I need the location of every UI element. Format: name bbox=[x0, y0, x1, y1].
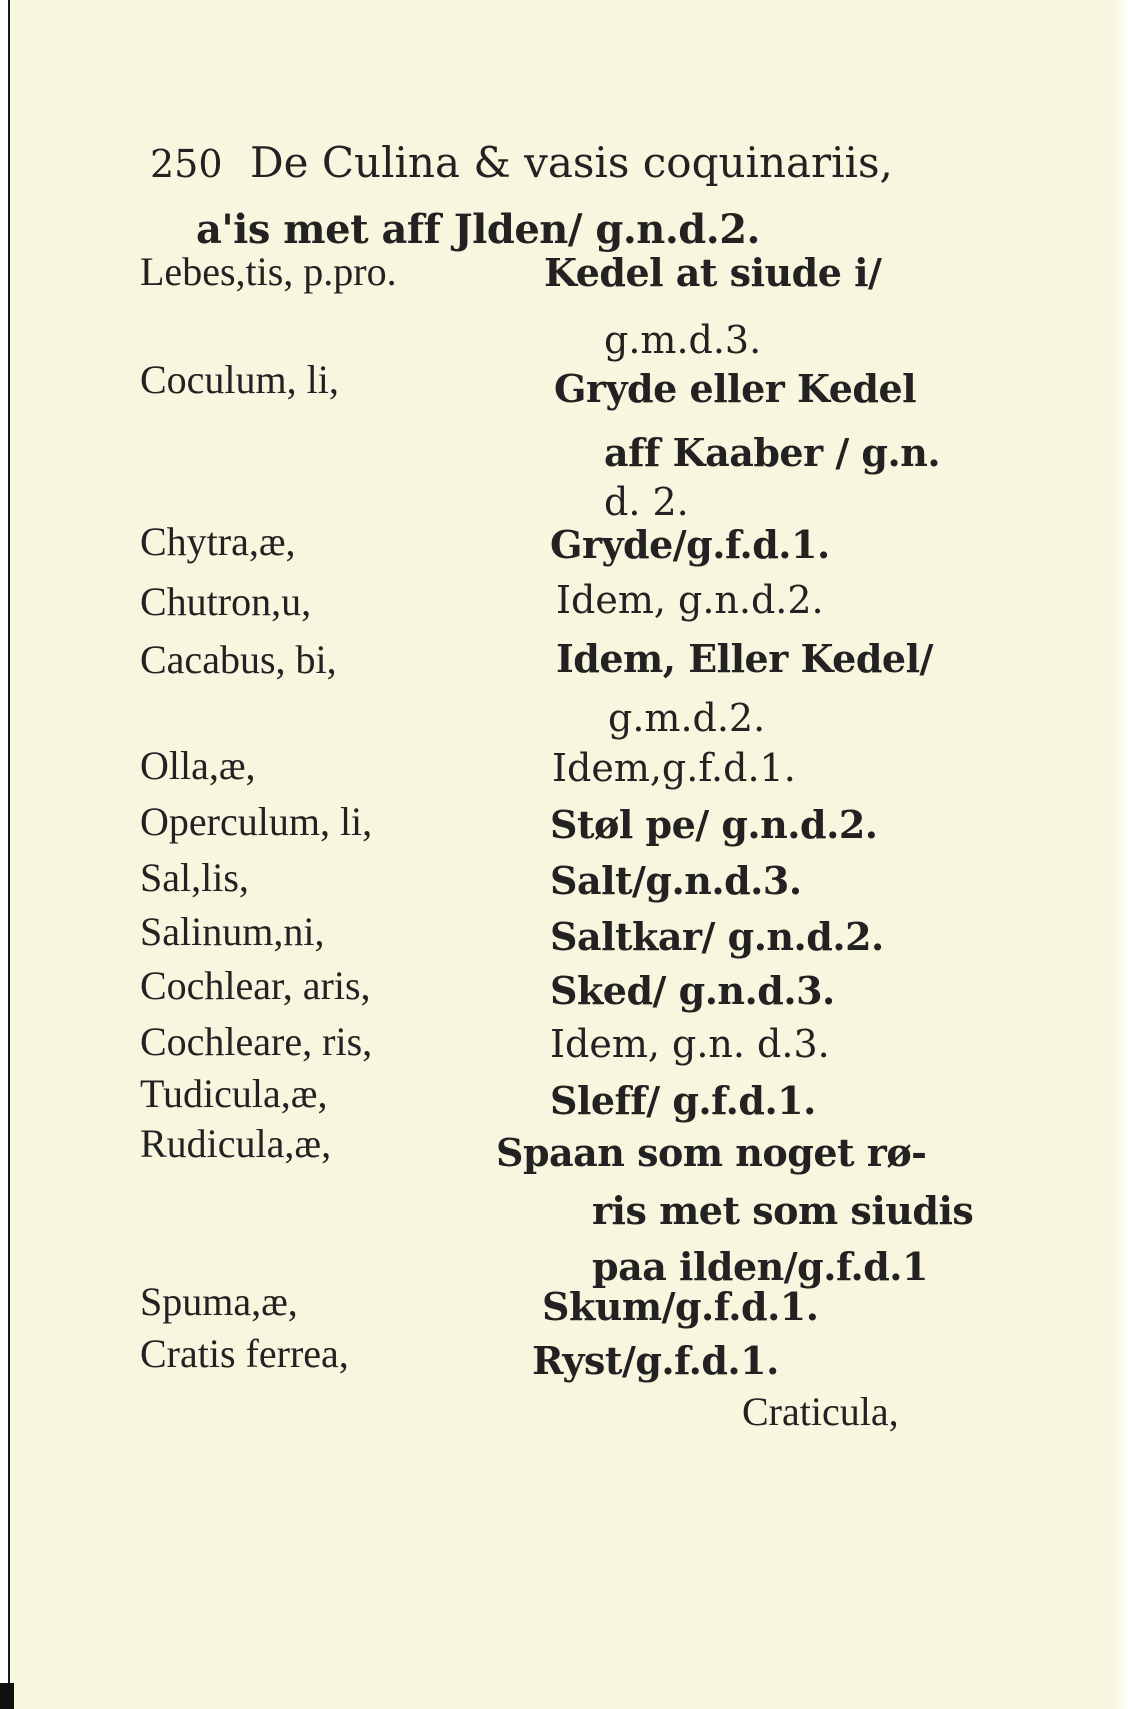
danish-gloss: Kedel at siude i/ bbox=[544, 250, 882, 295]
danish-gloss-continuation: aff Kaaber / g.n. bbox=[604, 430, 941, 475]
danish-gloss: Gryde/g.f.d.1. bbox=[550, 522, 830, 567]
latin-term: Cacabus, bi, bbox=[140, 637, 337, 682]
latin-term: Cochleare, ris, bbox=[140, 1019, 373, 1064]
latin-term: Cochlear, aris, bbox=[140, 963, 371, 1008]
danish-gloss-continuation: paa ilden/g.f.d.1 bbox=[592, 1244, 928, 1289]
danish-gloss-continuation: ris met som siudis bbox=[592, 1188, 974, 1233]
header-continuation bbox=[196, 206, 760, 253]
page-title: De Culina & vasis coquinariis, bbox=[250, 138, 893, 187]
latin-term: Rudicula,æ, bbox=[140, 1121, 332, 1166]
latin-term: Spuma,æ, bbox=[140, 1279, 298, 1324]
latin-term: Operculum, li, bbox=[140, 799, 373, 844]
danish-gloss: Salt/g.n.d.3. bbox=[550, 858, 802, 903]
danish-gloss: Saltkar/ g.n.d.2. bbox=[550, 914, 884, 959]
danish-gloss: Spaan som noget rø- bbox=[496, 1130, 927, 1175]
latin-term: Coculum, li, bbox=[140, 357, 339, 402]
latin-term: Sal,lis, bbox=[140, 855, 249, 900]
running-header bbox=[150, 140, 910, 186]
danish-gloss: Sked/ g.n.d.3. bbox=[550, 968, 835, 1013]
danish-gloss: Gryde eller Kedel bbox=[554, 366, 917, 411]
header-subtitle: a'is met aff Jlden/ g.n.d.2. bbox=[196, 206, 760, 253]
danish-gloss: Idem,g.f.d.1. bbox=[552, 746, 796, 790]
latin-term: Cratis ferrea, bbox=[140, 1331, 349, 1376]
danish-gloss: Skum/g.f.d.1. bbox=[542, 1284, 819, 1329]
danish-gloss: Støl pe/ g.n.d.2. bbox=[550, 802, 878, 847]
danish-gloss: Idem, Eller Kedel/ bbox=[556, 636, 933, 681]
danish-gloss: Idem, g.n. d.3. bbox=[550, 1022, 830, 1066]
danish-gloss-continuation: g.m.d.2. bbox=[608, 696, 766, 740]
latin-term: Olla,æ, bbox=[140, 743, 256, 788]
page-number: 250 bbox=[150, 142, 223, 186]
danish-gloss: Ryst/g.f.d.1. bbox=[532, 1338, 779, 1383]
danish-gloss-continuation: g.m.d.3. bbox=[604, 318, 762, 362]
catchword: Craticula, bbox=[742, 1389, 899, 1434]
danish-gloss-continuation: d. 2. bbox=[604, 480, 689, 524]
latin-term: Tudicula,æ, bbox=[140, 1071, 328, 1116]
latin-term: Chytra,æ, bbox=[140, 519, 296, 564]
latin-term: Salinum,ni, bbox=[140, 909, 325, 954]
latin-term: Chutron,u, bbox=[140, 579, 312, 624]
danish-gloss: Sleff/ g.f.d.1. bbox=[550, 1078, 816, 1123]
latin-term: Lebes,tis, p.pro. bbox=[140, 249, 397, 294]
danish-gloss: Idem, g.n.d.2. bbox=[556, 578, 824, 622]
